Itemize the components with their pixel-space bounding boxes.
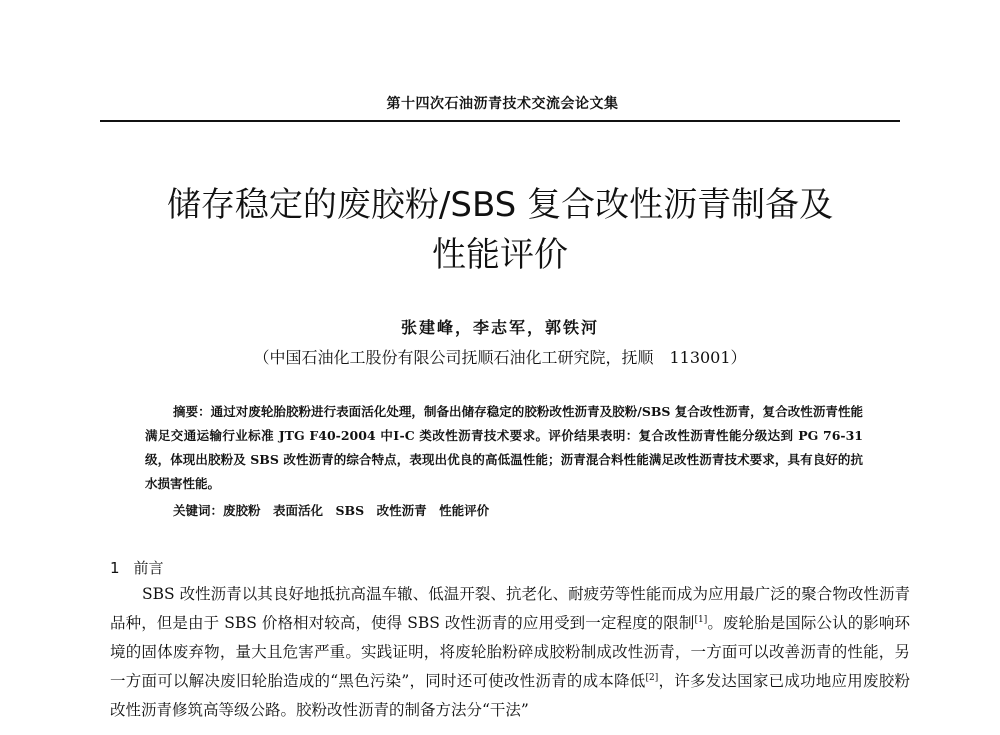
abstract-text: 通过对废轮胎胶粉进行表面活化处理，制备出储存稳定的胶粉改性沥青及胶粉/SBS 复合改性沥青，复合改性沥青性能满足交通运输行业标准 JTG F40-2004 中Ⅰ-C 类改性沥青技术要求。评价结果表明：复合改性沥青性能分级达到 PG 76-31 级，体现出胶粉及 SBS 改性沥青的综合特点，表现出优良的高低温性能；沥青混合料性能满足改性沥青技术要求，具有良好的抗水损害性能。 — [145, 404, 863, 491]
section-heading — [110, 557, 164, 578]
body-paragraph — [110, 580, 910, 725]
running-header: 第十四次石油沥青技术交流会论文集 — [386, 96, 619, 112]
keywords — [145, 501, 863, 519]
abstract-label: 摘要： — [173, 404, 211, 419]
abstract — [145, 400, 863, 496]
paragraph-part-1: SBS 改性沥青以其良好地抵抗高温车辙、低温开裂、抗老化、耐疲劳等性能而成为应用最广泛的聚合物改性沥青品种，但是由于 SBS 价格相对较高，使得 SBS 改性沥青的应用受到一定程度的限制 — [110, 585, 910, 632]
paragraph-part-3: ，许多发达国家已成功地应用废胶粉改性沥青修筑高等级公路。胶粉改性沥青的制备方法分“干法” — [110, 672, 910, 719]
reference-1: [1] — [694, 614, 708, 625]
paper-title — [100, 180, 900, 280]
authors: 张建峰，李志军，郭铁河 — [400, 318, 599, 337]
keywords-text: 废胶粉 表面活化 SBS 改性沥青 性能评价 — [223, 503, 490, 518]
header-rule — [100, 120, 900, 122]
section-number: 1 — [110, 559, 120, 577]
reference-2: [2] — [645, 672, 659, 683]
affiliation: （中国石油化工股份有限公司抚顺石油化工研究院，抚顺 113001） — [253, 348, 747, 367]
section-title: 前言 — [133, 559, 164, 577]
keywords-label: 关键词： — [173, 503, 224, 518]
title-line-2: 性能评价 — [432, 235, 568, 275]
paragraph-part-2: 。废轮胎是国际公认的影响环境的固体废弃物，量大且危害严重。实践证明，将废轮胎粉碎成胶粉制成改性沥青，一方面可以改善沥青的性能，另一方面可以解决废旧轮胎造成的“黑色污染”，同时还可使改性沥青的成本降低 — [110, 614, 910, 690]
title-line-1: 储存稳定的废胶粉/SBS 复合改性沥青制备及 — [166, 185, 834, 225]
